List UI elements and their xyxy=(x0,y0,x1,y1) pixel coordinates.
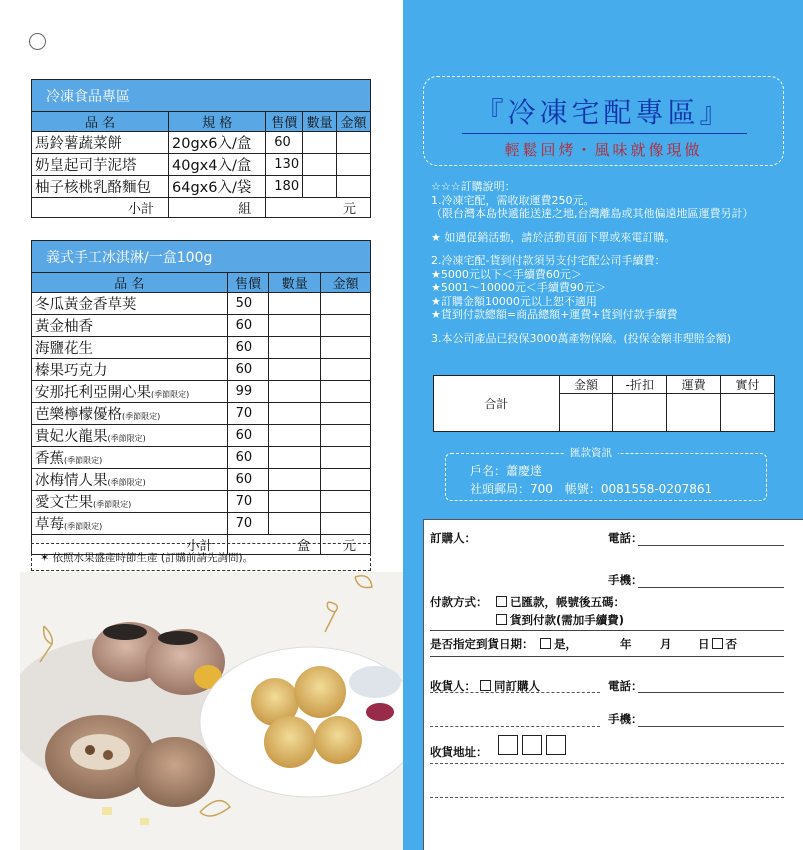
divider xyxy=(430,726,600,727)
flavor-price: 50 xyxy=(227,293,269,315)
product-spec: 64gx6入/袋 xyxy=(169,176,266,198)
seasonal-tag: (季節限定) xyxy=(107,478,146,487)
insurance-note: 3.本公司產品已投保3000萬產物保險。(投保金額非理賠金額) xyxy=(431,331,732,345)
seasonal-tag: (季節限定) xyxy=(64,456,103,465)
instruction-line: 2.冷凍宅配-貨到付款須另支付宅配公司手續費： xyxy=(431,254,666,267)
postal-code-box[interactable] xyxy=(498,735,518,755)
checkbox[interactable] xyxy=(496,596,507,607)
flavor-name: 冰梅情人果(季節限定) xyxy=(32,469,228,491)
title-box xyxy=(423,76,784,166)
postal-code-box[interactable] xyxy=(522,735,542,755)
flavor-name: 榛果巧克力 xyxy=(32,359,228,381)
amount-cell[interactable] xyxy=(321,403,371,425)
mobile2-field[interactable] xyxy=(638,726,784,727)
star-icon: ✶ xyxy=(40,551,50,564)
amount-cell[interactable] xyxy=(337,154,371,176)
total-label: 合計 xyxy=(434,376,560,432)
product-spec: 40gx4入/盒 xyxy=(169,154,266,176)
flavor-name: 芭樂檸檬優格(季節限定) xyxy=(32,403,228,425)
address-field[interactable] xyxy=(430,763,784,764)
column-header: 金額 xyxy=(559,376,613,394)
amount-cell[interactable] xyxy=(321,337,371,359)
account-name: 戶名：蕭慶達 xyxy=(470,464,543,478)
page-subtitle: 輕鬆回烤・風味就像現做 xyxy=(504,141,703,159)
address-field[interactable] xyxy=(430,797,784,798)
column-header: -折扣 xyxy=(613,376,667,394)
seasonal-tag: (季節限定) xyxy=(107,434,146,443)
shipping-cell[interactable] xyxy=(667,394,721,432)
table-row xyxy=(32,132,371,154)
icecream-rows xyxy=(32,293,371,535)
instruction-line: 1.冷凍宅配，需收取運費250元。 xyxy=(431,193,595,207)
remittance-label: 匯款資訊 xyxy=(564,445,618,460)
cod-option[interactable]: 貨到付款(需加手續費) xyxy=(496,612,624,628)
instruction-line: ★貨到付款總額=商品總額+運費+貨到付款手續費 xyxy=(431,308,678,321)
icecream-header: 義式手工冰淇淋/一盒100g xyxy=(32,241,371,273)
amount-cell[interactable] xyxy=(321,447,371,469)
delivery-date-question: 是否指定到貨日期： xyxy=(430,637,534,651)
column-header: 實付 xyxy=(721,376,775,394)
quantity-cell[interactable] xyxy=(269,359,321,381)
icecream-table xyxy=(31,240,371,555)
instruction-line: （限台灣本島快遞能送達之地,台灣離島或其他偏遠地區運費另計） xyxy=(431,207,754,220)
frozen-food-table xyxy=(31,79,371,218)
subtotal-label: 小計 xyxy=(32,198,169,218)
column-header: 品 名 xyxy=(32,273,228,293)
column-header: 售價 xyxy=(266,112,303,132)
table-row xyxy=(32,513,371,535)
paid-option[interactable]: 已匯款，帳號後五碼： xyxy=(496,594,625,610)
phone-label: 電話： xyxy=(608,531,643,545)
instruction-line: ★5001～10000元＜手續費90元＞ xyxy=(431,281,606,294)
divider xyxy=(430,656,784,657)
quantity-cell[interactable] xyxy=(303,154,337,176)
frozen-food-header: 冷凍食品專區 xyxy=(32,80,371,112)
amount-cell[interactable] xyxy=(321,425,371,447)
order-info-panel xyxy=(403,0,803,850)
table-row xyxy=(32,176,371,198)
subtotal-label: 小計 xyxy=(32,535,228,555)
quantity-cell[interactable] xyxy=(269,403,321,425)
flavor-name: 冬瓜黃金香草荚 xyxy=(32,293,228,315)
product-name: 馬鈴薯蔬菜餅 xyxy=(32,132,169,154)
table-row xyxy=(32,154,371,176)
table-row xyxy=(32,447,371,469)
flavor-price: 99 xyxy=(227,381,269,403)
same-as-buyer-option[interactable]: 同訂購人 xyxy=(480,678,540,694)
instruction-line: ★5000元以下＜手續費60元＞ xyxy=(431,267,582,281)
amount-cell[interactable] xyxy=(321,293,371,315)
product-price: 130 xyxy=(266,154,303,176)
promo-note: ★ 如遇促銷活動，請於活動頁面下單或來電訂購。 xyxy=(431,230,676,244)
flavor-price: 70 xyxy=(227,403,269,425)
seasonal-tag: (季節限定) xyxy=(151,390,190,399)
subtotal-currency: 元 xyxy=(321,535,371,555)
checkbox[interactable] xyxy=(540,638,551,649)
column-header: 數量 xyxy=(303,112,337,132)
checkbox[interactable] xyxy=(496,614,507,625)
punch-hole xyxy=(29,33,46,50)
account-number: 社頭郵局：700 帳號：0081558-0207861 xyxy=(470,482,713,496)
table-row xyxy=(32,315,371,337)
subtotal-currency: 元 xyxy=(266,198,371,218)
quantity-cell[interactable] xyxy=(269,491,321,513)
checkbox[interactable] xyxy=(480,680,491,691)
amount-cell[interactable] xyxy=(321,359,371,381)
quantity-cell[interactable] xyxy=(269,315,321,337)
table-row xyxy=(32,381,371,403)
quantity-cell[interactable] xyxy=(269,293,321,315)
quantity-cell[interactable] xyxy=(303,176,337,198)
amount-cell[interactable] xyxy=(321,381,371,403)
seasonal-tag: (季節限定) xyxy=(64,522,103,531)
quantity-cell[interactable] xyxy=(269,513,321,535)
checkbox[interactable] xyxy=(712,638,723,649)
column-header: 金額 xyxy=(337,112,371,132)
product-name: 奶皇起司芋泥塔 xyxy=(32,154,169,176)
flavor-price: 60 xyxy=(227,359,269,381)
phone2-label: 電話： xyxy=(608,679,643,693)
buyer-label: 訂購人： xyxy=(430,531,476,545)
flavor-name: 安那托利亞開心果(季節限定) xyxy=(32,381,228,403)
flavor-name: 貴妃火龍果(季節限定) xyxy=(32,425,228,447)
flavor-name: 海鹽花生 xyxy=(32,337,228,359)
paid-cell[interactable] xyxy=(721,394,775,432)
instructions-heading: ☆☆☆訂購說明： xyxy=(431,180,516,193)
column-header: 運費 xyxy=(667,376,721,394)
table-row xyxy=(32,425,371,447)
seasonal-note-text: 依照水果盛產時節生產 (訂購前請先詢問)。 xyxy=(52,552,254,564)
product-price: 60 xyxy=(266,132,303,154)
quantity-cell[interactable] xyxy=(269,469,321,491)
payment-label: 付款方式： xyxy=(430,595,488,609)
order-instructions xyxy=(431,180,791,345)
amount-cell[interactable] xyxy=(337,132,371,154)
amount-cell[interactable] xyxy=(321,513,371,535)
total-table xyxy=(433,375,775,432)
phone-field[interactable] xyxy=(638,545,784,546)
column-header: 規 格 xyxy=(169,112,266,132)
flavor-name: 草莓(季節限定) xyxy=(32,513,228,535)
flavor-price: 70 xyxy=(227,491,269,513)
column-header: 售價 xyxy=(227,273,269,293)
food-photo xyxy=(20,572,403,850)
table-row xyxy=(32,403,371,425)
order-form xyxy=(423,519,803,850)
subtotal-unit: 盒 xyxy=(227,535,321,555)
column-header: 品 名 xyxy=(32,112,169,132)
column-header: 金額 xyxy=(321,273,371,293)
flavor-price: 60 xyxy=(227,469,269,491)
flavor-price: 60 xyxy=(227,447,269,469)
flavor-name: 黃金柚香 xyxy=(32,315,228,337)
mobile-field[interactable] xyxy=(638,587,784,588)
month-label: 月 xyxy=(660,637,672,651)
table-row xyxy=(32,491,371,513)
seasonal-tag: (季節限定) xyxy=(93,500,132,509)
title-underline xyxy=(462,133,747,134)
mobile-label: 手機： xyxy=(608,573,643,587)
flavor-price: 60 xyxy=(227,315,269,337)
table-row xyxy=(32,293,371,315)
divider xyxy=(430,630,784,631)
yes-option[interactable]: 是， xyxy=(540,636,577,652)
mobile2-label: 手機： xyxy=(608,712,643,726)
subtotal-unit: 組 xyxy=(169,198,266,218)
address-label: 收貨地址： xyxy=(430,745,488,759)
amount-cell[interactable] xyxy=(321,491,371,513)
product-price: 180 xyxy=(266,176,303,198)
amount-cell[interactable] xyxy=(321,469,371,491)
subtotal-row xyxy=(32,198,371,218)
quantity-cell[interactable] xyxy=(303,132,337,154)
product-spec: 20gx6入/盒 xyxy=(169,132,266,154)
day-label[interactable]: 日 否 xyxy=(698,637,737,651)
seasonal-note xyxy=(31,543,371,571)
flavor-name: 香蕉(季節限定) xyxy=(32,447,228,469)
quantity-cell[interactable] xyxy=(269,381,321,403)
phone2-field[interactable] xyxy=(638,692,784,693)
table-row xyxy=(32,337,371,359)
postal-code-box[interactable] xyxy=(546,735,566,755)
divider xyxy=(430,692,600,693)
amount-cell[interactable] xyxy=(337,176,371,198)
year-label: 年 xyxy=(620,637,632,651)
amount-cell[interactable] xyxy=(559,394,613,432)
quantity-cell[interactable] xyxy=(269,425,321,447)
flavor-price: 60 xyxy=(227,425,269,447)
amount-cell[interactable] xyxy=(321,315,371,337)
flavor-name: 愛文芒果(季節限定) xyxy=(32,491,228,513)
table-row xyxy=(32,359,371,381)
instruction-line: ★訂購金額10000元以上恕不適用 xyxy=(431,294,597,308)
discount-cell[interactable] xyxy=(613,394,667,432)
page-title: 『冷凍宅配專區』 xyxy=(475,96,732,129)
table-row xyxy=(32,469,371,491)
receiver-label: 收貨人： xyxy=(430,679,476,693)
product-name: 柚子核桃乳酪麵包 xyxy=(32,176,169,198)
flavor-price: 70 xyxy=(227,513,269,535)
flavor-price: 60 xyxy=(227,337,269,359)
remittance-info xyxy=(445,447,767,501)
quantity-cell[interactable] xyxy=(269,447,321,469)
quantity-cell[interactable] xyxy=(269,337,321,359)
column-header: 數量 xyxy=(269,273,321,293)
seasonal-tag: (季節限定) xyxy=(122,412,161,421)
